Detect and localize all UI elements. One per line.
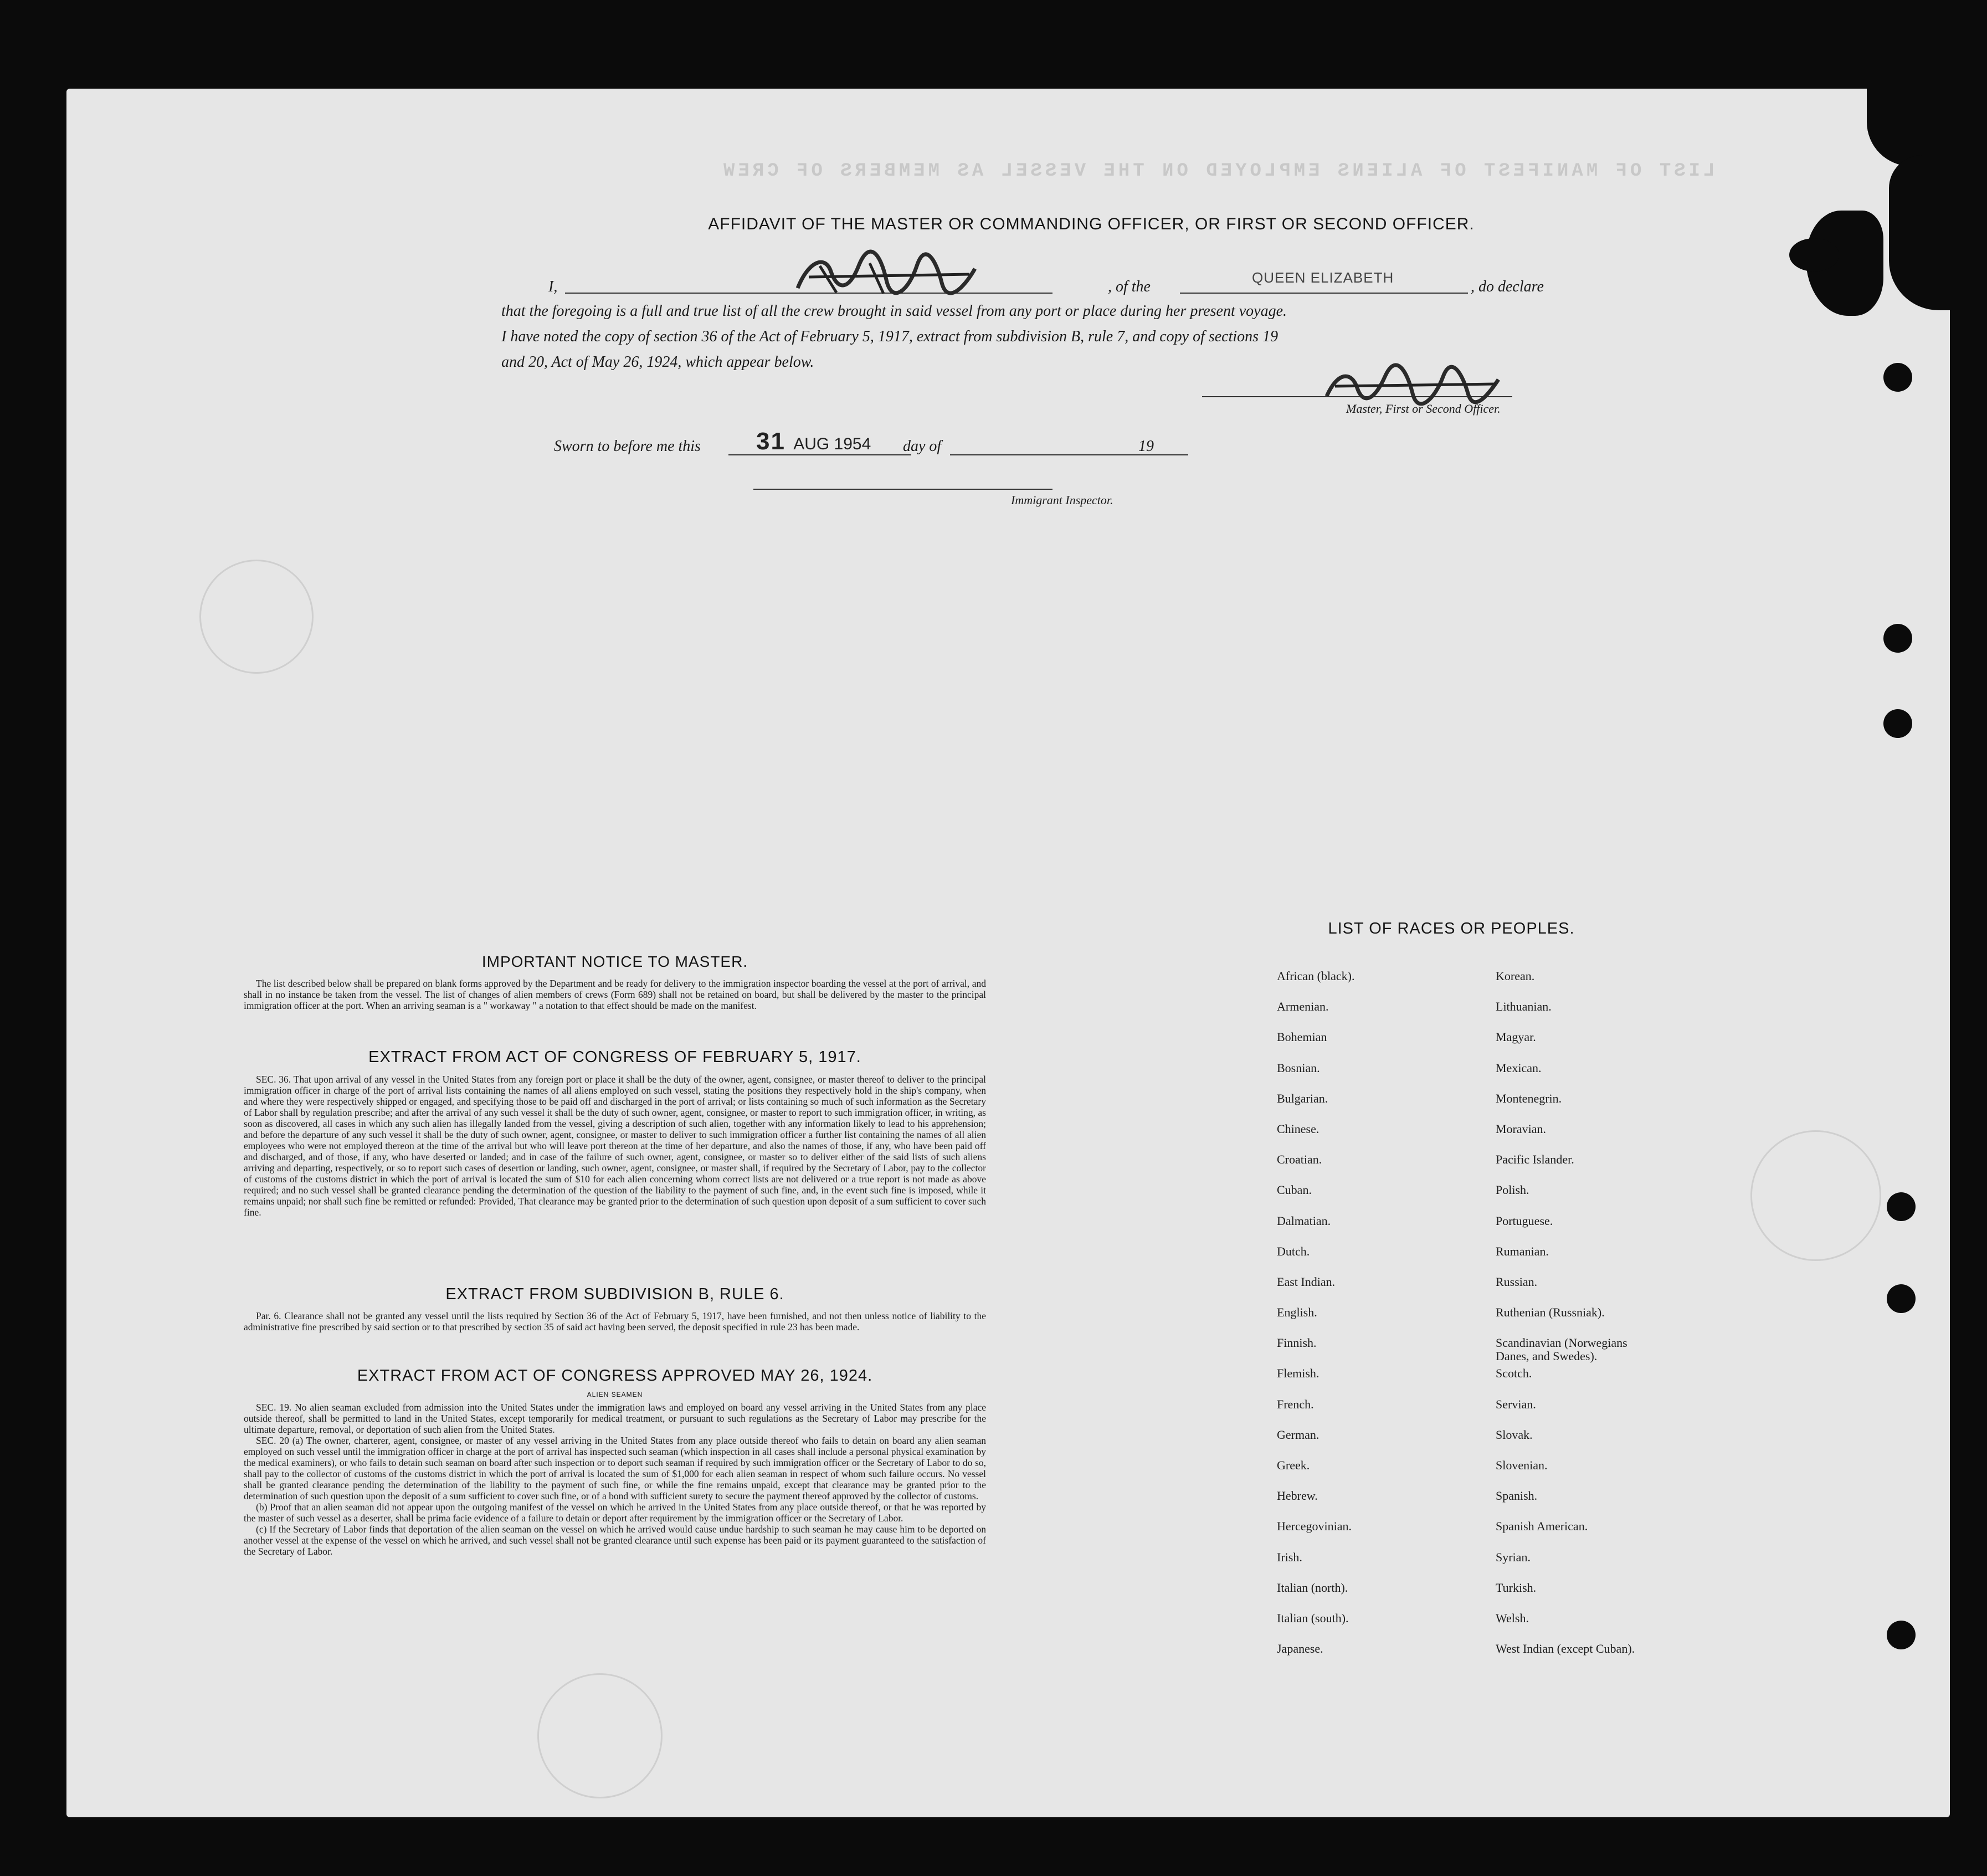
race-item: English. [1277,1305,1317,1320]
inspector-caption: Immigrant Inspector. [1011,493,1113,507]
race-item: Russian. [1496,1274,1538,1289]
extract-1917-text: SEC. 36. That upon arrival of any vessel in the United States from any foreign port or place it shall be the duty of the owner, agent, consignee, or master thereof to deliver to the principal immigration officer in charge of the port of arrival lists containing the names of all aliens employed on such vessel, stating the positions they respectively hold in the ship's company, when and where they were respectively shipped or engaged, and specifying those to be paid off and discharged in the port of arrival; or lists containing so much of such information as the Secretary of Labor shall by regulation prescribe; and after the arrival of any such vessel it shall be the duty of such owner, agent, consignee, or master to report to such immigration officer, in writing, as soon as discovered, all cases in which any such alien has illegally landed from the vessel, giving a description of such alien, together with any information likely to lead to his apprehension; and before the departure of any such vessel it shall be the duty of such owner, agent, consignee, or master to deliver to such immigration officer a further list containing the names of all alien employees who were not employed thereon at the time of the arrival but who will leave port thereon at the time of her departure, and also the names of those, if any, who have been paid off and discharged, and of those, if any, who have deserted or landed; and in case of the failure of such owner, agent, consignee, or master so to deliver either of the said lists of such aliens arriving and departing, respectively, or so to report such cases of desertion or landing, such owner, agent, consignee, or master shall, if required by the Secretary of Labor, pay to the collector of customs of the customs district in which the port of arrival is located the sum of $10 for each alien concerning whom correct lists are not delivered or a true report is not made as above required; and no such vessel shall be granted clearance pending the determination of the question of the liability to the payment of such fine, and, in the event such fine is imposed, while it remains unpaid; nor shall such fine be remitted or refunded: Provided, That clearance may be granted prior to the determination of such question upon deposit of a sum sufficient to cover such fine. [244,1074,986,1218]
races-right-column [1496,970,1635,1673]
race-item: Scotch. [1496,1366,1532,1381]
races-title: LIST OF RACES OR PEOPLES. [1328,920,1575,937]
date-stamp: 31 AUG 1954 [756,428,871,455]
race-item: Scandinavian (Norwegians Danes, and Swedes). [1496,1336,1627,1364]
race-item: Greek. [1277,1458,1310,1472]
notice-text: The list described below shall be prepared on blank forms approved by the Department and be ready for delivery to the immigration inspector boarding the vessel at the port of arrival, and shall in no instance be taken from the vessel. The list of changes of alien members of crews (Form 689) shall not be retained on board, but shall be delivered by the master to the principal immigration officer at the port. When an arriving seaman is a " workaway " a notation to that effect should be made on the manifest. [244,978,986,1011]
torn-edge [1889,155,1967,310]
punch-hole [1887,1621,1916,1649]
ship-line [1180,293,1468,294]
race-item: Japanese. [1277,1642,1323,1656]
torn-edge [1867,89,1967,166]
race-item: Magyar. [1496,1030,1536,1044]
punch-hole [1883,363,1912,392]
race-item: Syrian. [1496,1550,1531,1564]
race-item: Spanish American. [1496,1519,1588,1534]
race-item: Hebrew. [1277,1489,1318,1503]
race-item: Ruthenian (Russniak). [1496,1305,1605,1320]
race-item: Mexican. [1496,1060,1542,1075]
race-item: East Indian. [1277,1274,1336,1289]
race-item: Moravian. [1496,1121,1547,1136]
handwritten-signature [787,249,986,302]
race-item: West Indian (except Cuban). [1496,1642,1635,1656]
sworn-prefix: Sworn to before me this [554,438,701,455]
race-item: Korean. [1496,969,1535,983]
declare-end: , do declare [1471,278,1544,295]
races-left-column [1277,970,1354,1673]
race-item: Cuban. [1277,1183,1312,1197]
race-item: Armenian. [1277,999,1329,1014]
affidavit-line-2: that the foregoing is a full and true list of all the crew brought in said vessel from any port or place during her present voyage. [501,303,1287,320]
race-item: Flemish. [1277,1366,1319,1381]
ship-name: QUEEN ELIZABETH [1252,269,1394,286]
race-item: Bohemian [1277,1030,1327,1044]
bleed-through-text: LIST OF MANIFEST OF ALIENS EMPLOYED ON THE VESSEL AS MEMBERS OF CREW [720,161,1715,182]
race-item: Rumanian. [1496,1244,1549,1258]
race-item: Montenegrin. [1496,1091,1562,1105]
punch-hole [1887,1192,1916,1221]
race-item: German. [1277,1427,1319,1442]
race-item: Chinese. [1277,1121,1319,1136]
race-item: French. [1277,1397,1314,1411]
sworn-day-of: day of [903,438,942,455]
race-item: Italian (south). [1277,1611,1349,1625]
race-item: Turkish. [1496,1580,1537,1595]
notice-title: IMPORTANT NOTICE TO MASTER. [481,953,748,970]
faint-seal [199,560,314,674]
race-item: Finnish. [1277,1336,1317,1350]
race-item: Bulgarian. [1277,1091,1328,1105]
punch-hole [1883,709,1912,738]
punch-hole [1883,624,1912,653]
race-item: Welsh. [1496,1611,1529,1625]
race-item: Slovenian. [1496,1458,1548,1472]
declare-i: I, [548,278,558,295]
torn-edge [1789,238,1839,271]
race-item: Croatian. [1277,1152,1322,1167]
race-item: Slovak. [1496,1427,1533,1442]
race-item: Hercegovinian. [1277,1519,1352,1534]
race-item: Dalmatian. [1277,1213,1331,1228]
faint-seal [537,1673,663,1798]
punch-hole [1887,1284,1916,1313]
master-caption: Master, First or Second Officer. [1346,402,1501,416]
extract-1917-title: EXTRACT FROM ACT OF CONGRESS OF FEBRUARY 5, 1917. [368,1048,861,1066]
sworn-year: 19 [1138,438,1154,455]
inspector-line [753,489,1052,490]
subdivision-b-title: EXTRACT FROM SUBDIVISION B, RULE 6. [445,1285,784,1303]
race-item: Irish. [1277,1550,1302,1564]
master-signature [1318,363,1507,407]
race-item: Pacific Islander. [1496,1152,1574,1167]
extract-1924-text: SEC. 19. No alien seaman excluded from admission into the United States under the immigration laws and employed on board any vessel arriving in the United States from any place outside thereof, shall be permitted to land in the United States, except temporarily for medical treatment, or pursuant to such regulations as the Secretary of Labor may prescribe for the ultimate departure, removal, or deportation of such alien from the United States. SEC. 20 (a) The owner, charterer, agent, consignee, or master of any vessel arriving in the United States from any place outside thereof who fails to detain on board any alien seaman employed on such vessel until the immigration officer in charge at the port of arrival has inspected such seaman (which inspection in all cases shall include a personal physical examination by the medical examiners), or who fails to detain such seaman on board after such inspection or to deport such seaman if required by such immigration officer or the Secretary of Labor to do so, shall pay to the collector of customs of the customs district in which the port of arrival is located the sum of $1,000 for each alien seaman in respect of whom such failure occurs. No vessel shall be granted clearance pending the determination of the liability to the payment of such fine, or while the fine remains unpaid, except that clearance may be granted prior to the determination of such question upon the deposit of a sum sufficient to cover such fine, or of a bond with sufficient surety to secure the payment thereof approved by the collector of customs. (b) Proof that an alien seaman did not appear upon the outgoing manifest of the vessel on which he arrived in the United States from any place outside thereof, or that he was reported by the master of such vessel as a deserter, shall be prima facie evidence of a failure to detain or deport after requirement by the immigration officer or the Secretary of Labor. (c) If the Secretary of Labor finds that deportation of the alien seaman on the vessel on which he arrived would cause undue hardship to such seaman he may cause him to be deported on another vessel at the expense of the vessel on which he arrived, and such vessel shall not be granted clearance until such expense has been paid or its payment guaranteed to the satisfaction of the Secretary of Labor. [244,1402,986,1557]
alien-seamen-subtitle: ALIEN SEAMEN [587,1391,643,1398]
affidavit-title: AFFIDAVIT OF THE MASTER OR COMMANDING OFFICER, OR FIRST OR SECOND OFFICER. [708,215,1475,233]
race-item: Dutch. [1277,1244,1310,1258]
affidavit-line-3: I have noted the copy of section 36 of the Act of February 5, 1917, extract from subdivision B, rule 7, and copy of sections 19 [501,328,1279,345]
race-item: African (black). [1277,969,1355,983]
race-item: Polish. [1496,1183,1529,1197]
race-item: Spanish. [1496,1489,1538,1503]
document-page [66,89,1950,1817]
declare-of-the: , of the [1108,278,1151,295]
extract-1924-title: EXTRACT FROM ACT OF CONGRESS APPROVED MAY 26, 1924. [357,1367,873,1385]
subdivision-b-text: Par. 6. Clearance shall not be granted any vessel until the lists required by Section 36 of the Act of February 5, 1917, have been furnished, and not then unless notice of liability to the administrative fine prescribed by said section or to that prescribed by section 35 of said act having been served, the deposit specified in rule 23 has been made. [244,1310,986,1332]
race-item: Lithuanian. [1496,999,1552,1014]
race-item: Bosnian. [1277,1060,1320,1075]
faint-seal [1750,1130,1881,1261]
race-item: Servian. [1496,1397,1536,1411]
race-item: Italian (north). [1277,1580,1348,1595]
race-item: Portuguese. [1496,1213,1553,1228]
affidavit-line-4: and 20, Act of May 26, 1924, which appear below. [501,353,814,371]
